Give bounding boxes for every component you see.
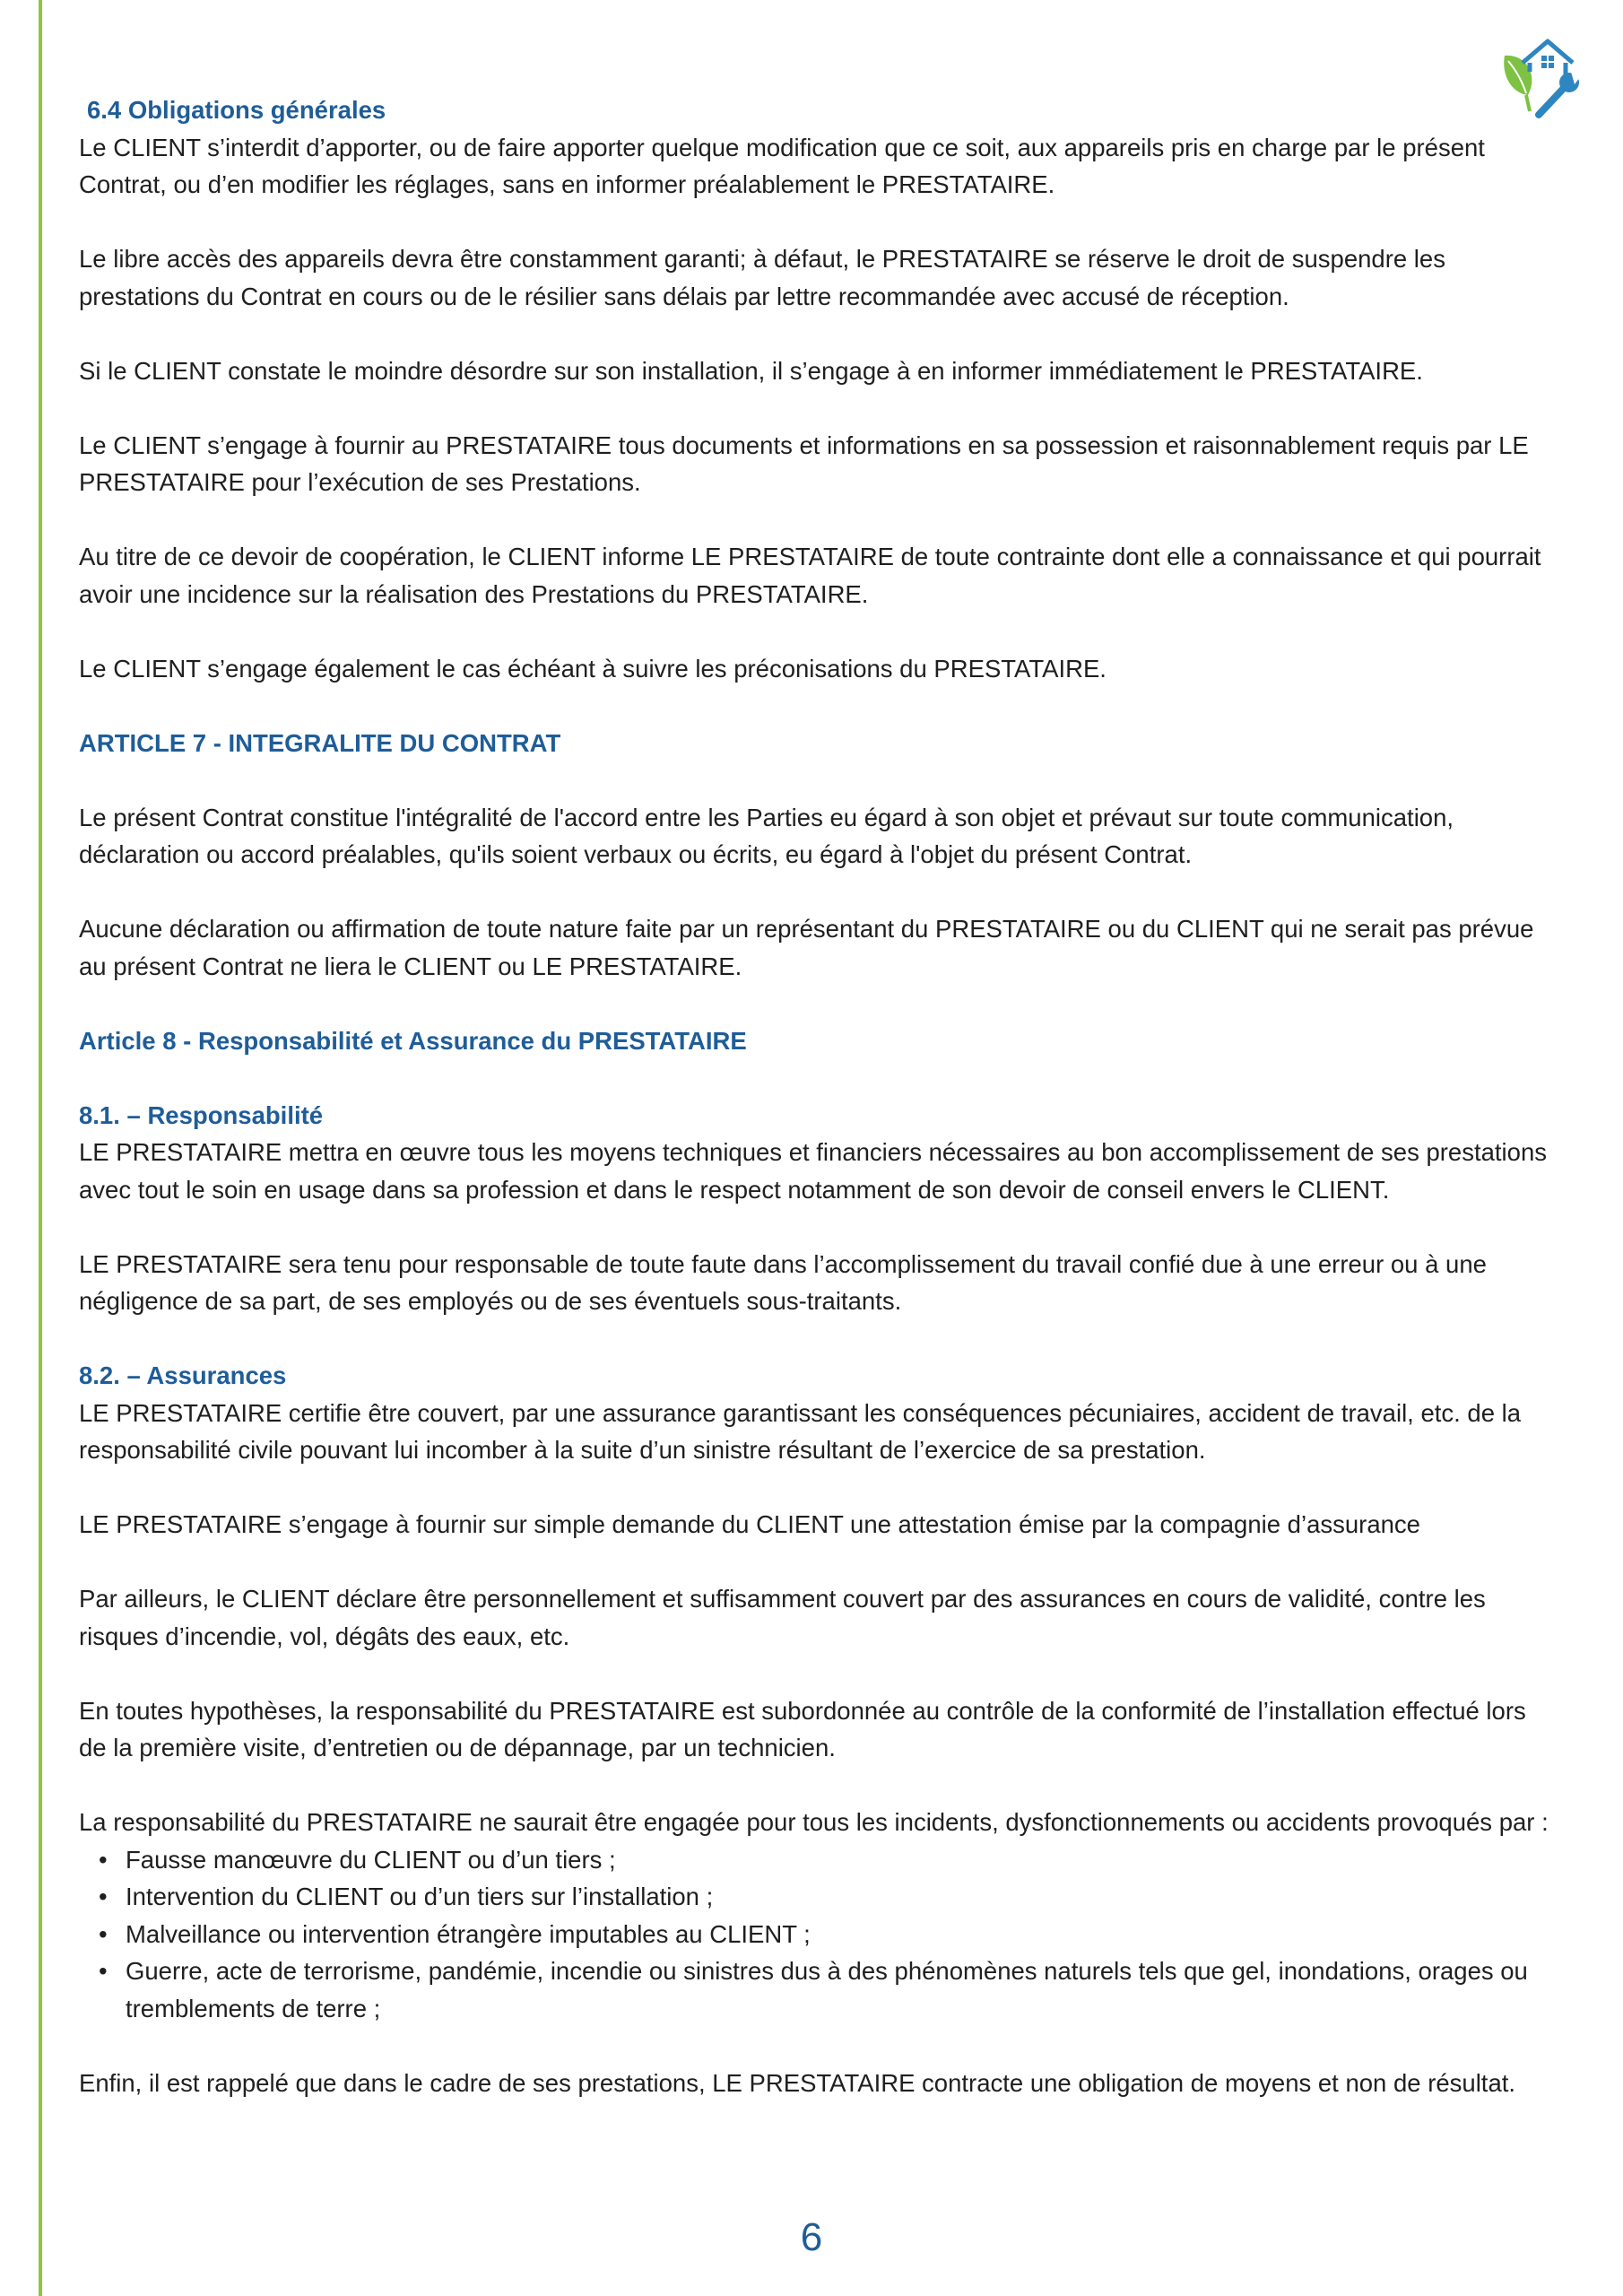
bullet-list — [79, 1841, 1558, 2028]
section-heading-6-4: 6.4 Obligations générales — [87, 96, 386, 124]
paragraph: Le CLIENT s’engage à fournir au PRESTATAIRE tous documents et informations en sa possession et raisonnablement requis par LE PRESTATAIRE pour l’exécution de ses Prestations. — [79, 430, 1529, 496]
paragraph: Le CLIENT s’engage également le cas échéant à suivre les préconisations du PRESTATAIRE. — [79, 654, 1107, 683]
article-7-heading: ARTICLE 7 - INTEGRALITE DU CONTRAT — [79, 728, 561, 757]
paragraph: Le CLIENT s’interdit d’apporter, ou de faire apporter quelque modification que ce soit, aux appareils pris en charge par le présent Contrat, ou d’en modifier les réglages, sans en informer préalablement le PRESTATAIRE. — [79, 133, 1485, 198]
document-body — [79, 91, 1558, 2101]
article-8-heading: Article 8 - Responsabilité et Assurance du PRESTATAIRE — [79, 1026, 747, 1055]
paragraph: En toutes hypothèses, la responsabilité du PRESTATAIRE est subordonnée au contrôle de la conformité de l’installation effectué lors de la première visite, d’entretien ou de dépannage, par un technicien. — [79, 1696, 1526, 1761]
closing-paragraph: Enfin, il est rappelé que dans le cadre de ses prestations, LE PRESTATAIRE contracte une obligation de moyens et non de résultat. — [79, 2068, 1516, 2097]
paragraph: Par ailleurs, le CLIENT déclare être personnellement et suffisamment couvert par des assurances en cours de validité, contre les risques d’incendie, vol, dégâts des eaux, etc. — [79, 1585, 1486, 1650]
paragraph: LE PRESTATAIRE s’engage à fournir sur simple demande du CLIENT une attestation émise par la compagnie d’assurance — [79, 1510, 1420, 1538]
house-icon — [1523, 41, 1573, 63]
list-item: • Guerre, acte de terrorisme, pandémie, incendie ou sinistres dus à des phénomènes naturels tels que gel, inondations, orages ou tremblements de terre ; — [126, 1952, 1558, 2027]
left-margin-rule — [39, 0, 42, 2296]
paragraph: Le libre accès des appareils devra être constamment garanti; à défaut, le PRESTATAIRE se réserve le droit de suspendre les prestations du Contrat en cours ou de le résilier sans délais par lettre recommandée avec accusé de réception. — [79, 245, 1445, 310]
subsection-heading-8-1: 8.1. – Responsabilité — [79, 1100, 324, 1129]
paragraph: LE PRESTATAIRE sera tenu pour responsable de toute faute dans l’accomplissement du travail confié due à une erreur ou à une négligence de sa part, de ses employés ou de ses éventuels sous-traitants. — [79, 1249, 1487, 1315]
paragraph: Aucune déclaration ou affirmation de toute nature faite par un représentant du PRESTATAIRE ou du CLIENT qui ne serait pas prévue au présent Contrat ne liera le CLIENT ou LE PRESTATAIRE. — [79, 915, 1534, 980]
paragraph: LE PRESTATAIRE certifie être couvert, par une assurance garantissant les conséquences pécuniaires, accident de travail, etc. de la responsabilité civile pouvant lui incomber à la suite d’un sinistre résultant de l’exercice de sa prestation. — [79, 1398, 1522, 1464]
paragraph: La responsabilité du PRESTATAIRE ne saurait être engagée pour tous les incidents, dysfonctionnements ou accidents provoqués par : — [79, 1808, 1549, 1836]
paragraph: Le présent Contrat constitue l'intégralité de l'accord entre les Parties eu égard à son objet et prévaut sur toute communication, déclaration ou accord préalables, qu'ils soient verbaux ou écrits, eu égard à l'objet du présent Contrat. — [79, 803, 1454, 868]
paragraph: Au titre de ce devoir de coopération, le CLIENT informe LE PRESTATAIRE de toute contrainte dont elle a connaissance et qui pourrait avoir une incidence sur la réalisation des Prestations du PRESTATAIRE. — [79, 543, 1541, 608]
list-item: • Intervention du CLIENT ou d’un tiers sur l’installation ; — [126, 1878, 1558, 1916]
list-item: • Malveillance ou intervention étrangère imputables au CLIENT ; — [126, 1916, 1558, 1953]
paragraph: LE PRESTATAIRE mettra en œuvre tous les moyens techniques et financiers nécessaires au bon accomplissement de ses prestations avec tout le soin en usage dans sa profession et dans le respect notamment de son devoir de conseil envers le CLIENT. — [79, 1138, 1548, 1204]
list-item: • Fausse manœuvre du CLIENT ou d’un tiers ; — [126, 1841, 1558, 1879]
subsection-heading-8-2: 8.2. – Assurances — [79, 1361, 287, 1389]
page-number: 6 — [800, 2215, 823, 2259]
paragraph: Si le CLIENT constate le moindre désordre sur son installation, il s’engage à en informer immédiatement le PRESTATAIRE. — [79, 356, 1423, 385]
